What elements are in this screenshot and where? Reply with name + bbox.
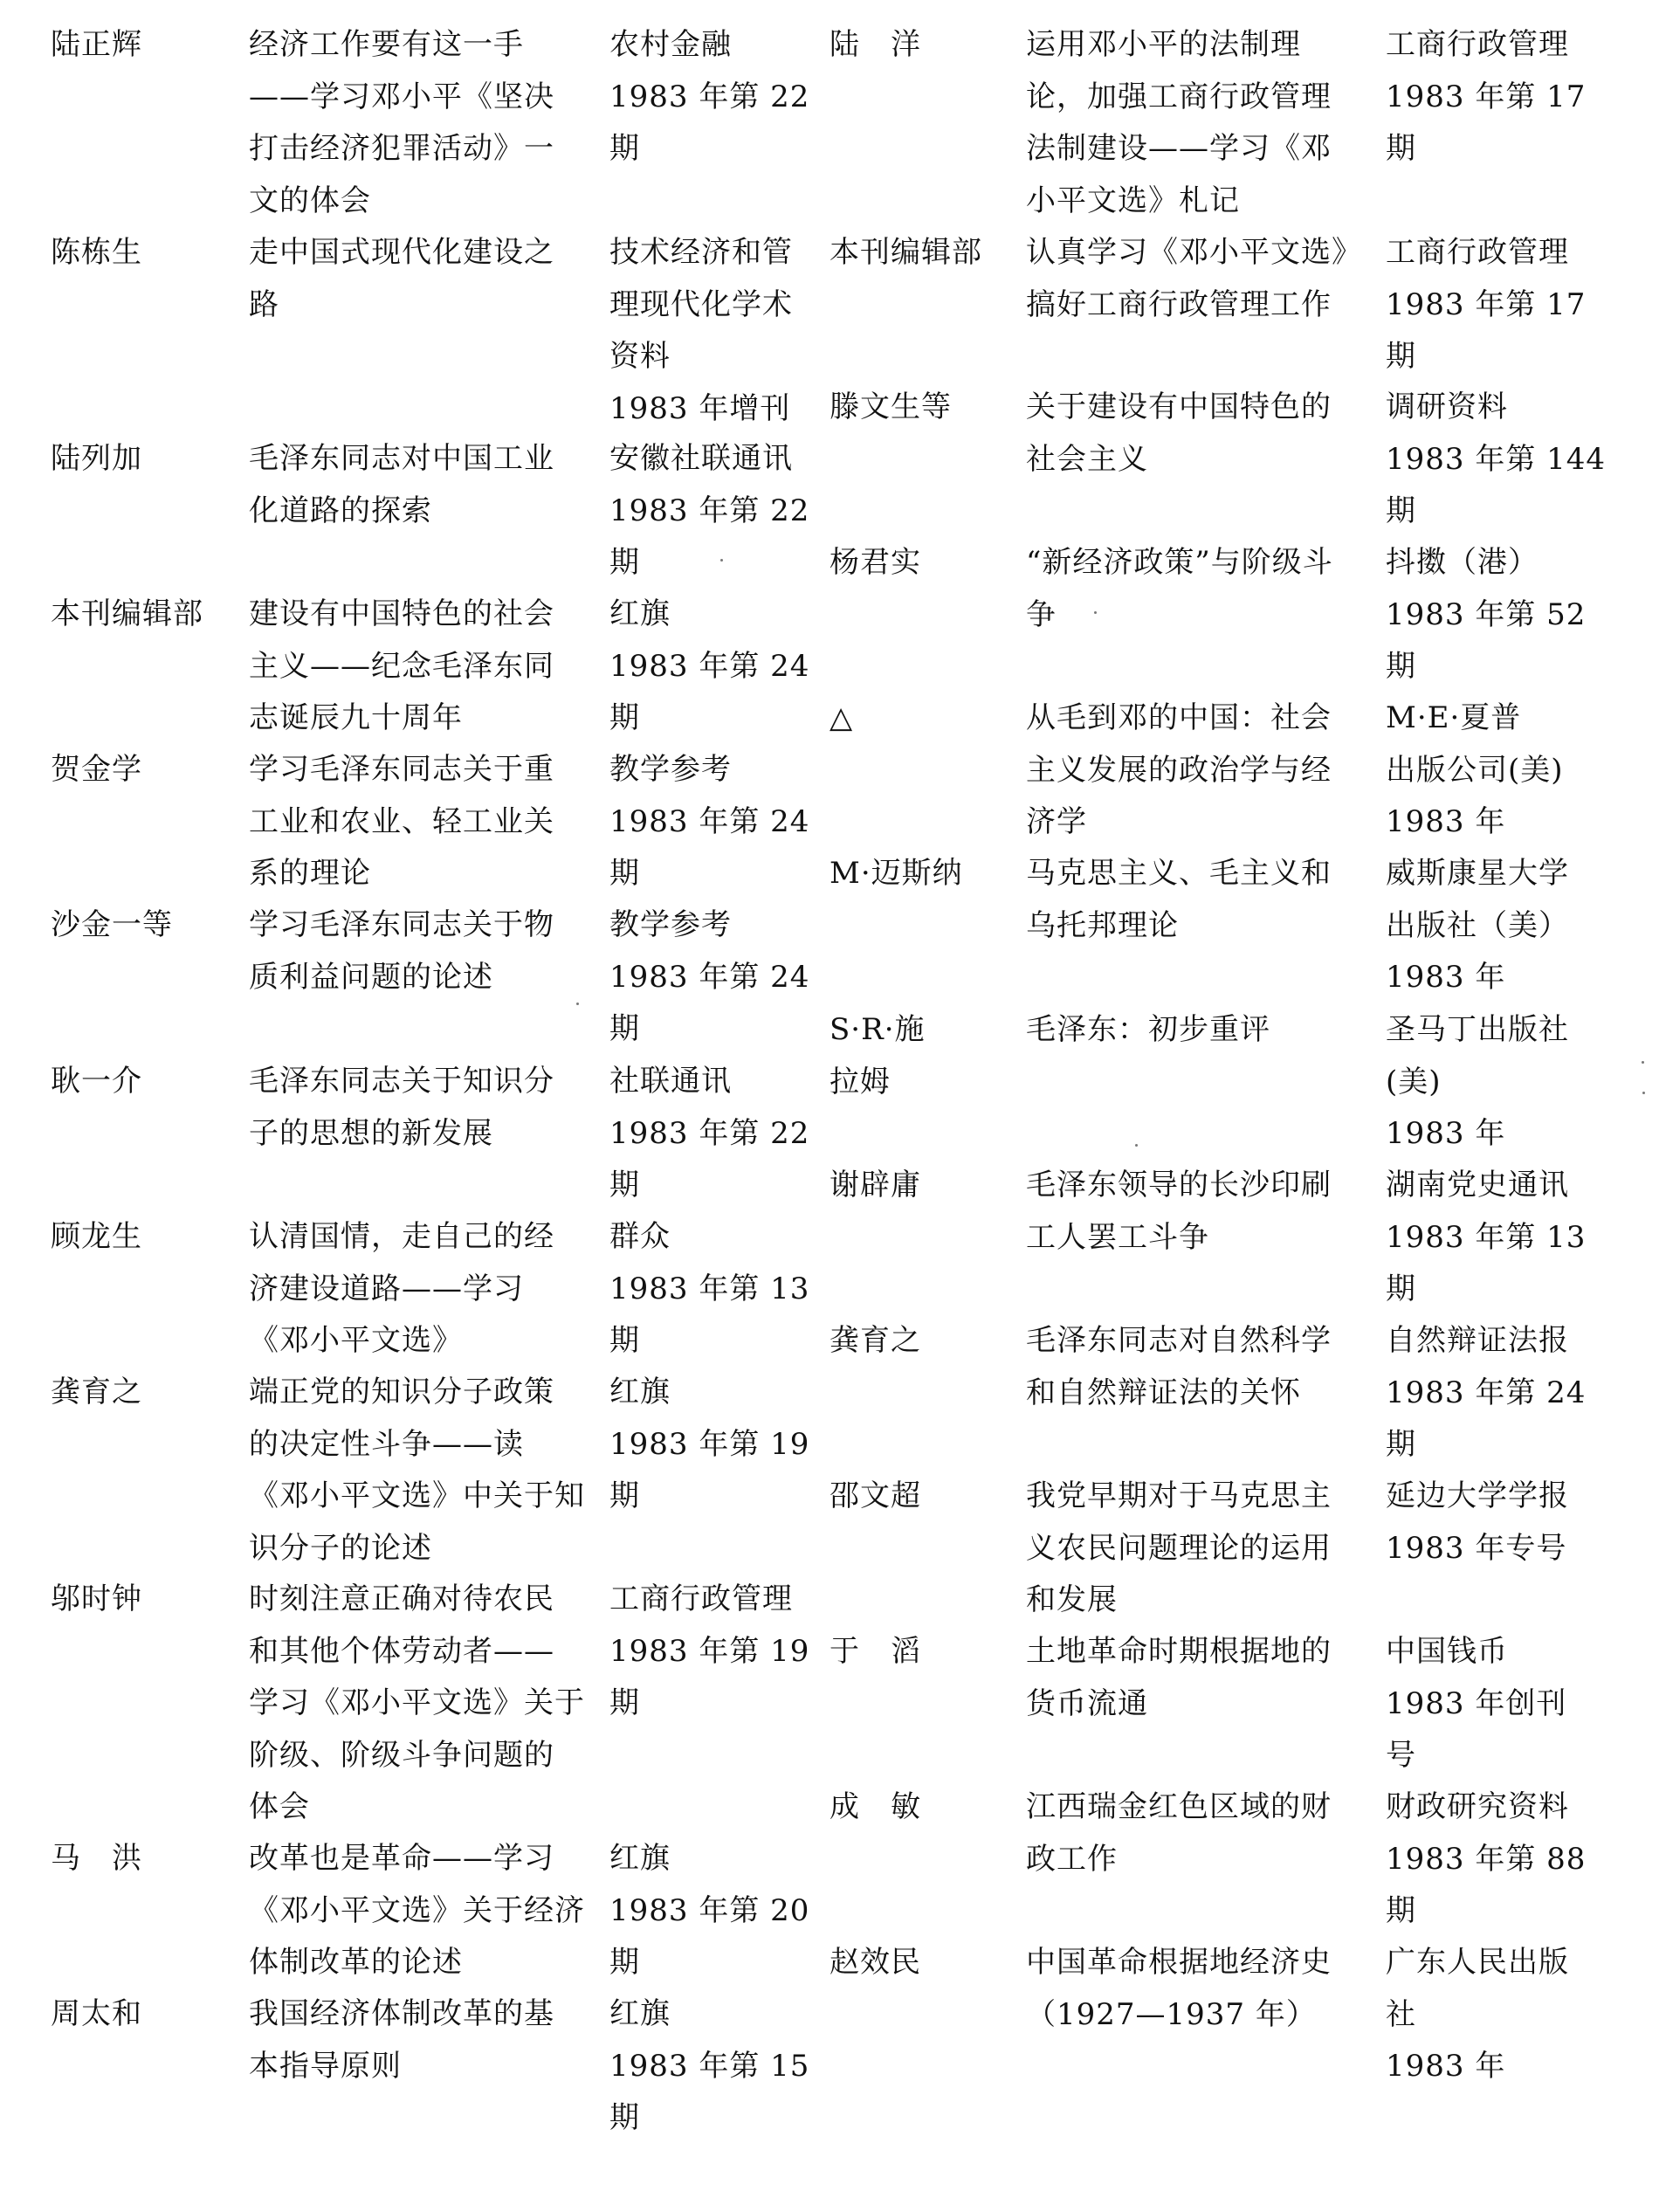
- entry-author: 谢辟庸: [830, 1168, 921, 1202]
- entry-author: S·R·施 拉姆: [830, 1012, 926, 1099]
- scan-speck: [576, 1003, 579, 1005]
- entry-author: 滕文生等: [830, 389, 952, 424]
- entry-author: 杨君实: [830, 545, 921, 580]
- entry-source: 湖南党史通讯 1983 年第 13 期: [1386, 1168, 1587, 1306]
- entry-source: 延边大学学报 1983 年专号: [1386, 1478, 1569, 1566]
- entry-author: 耿一介: [51, 1064, 142, 1099]
- entry-title: 认真学习《邓小平文选》 搞好工商行政管理工作: [1026, 235, 1362, 322]
- entry-author: 于 滔: [830, 1634, 921, 1669]
- entry-title: 经济工作要有这一手 ——学习邓小平《坚决 打击经济犯罪活动》一 文的体会: [249, 27, 554, 218]
- entry-source: 红旗 1983 年第 15 期: [609, 1996, 810, 2135]
- entry-title: 学习毛泽东同志关于物 质利益问题的论述: [249, 907, 554, 995]
- scan-speck: [1642, 1092, 1645, 1094]
- entry-source: 安徽社联通讯 1983 年第 22 期: [609, 441, 810, 580]
- entry-author: △: [830, 700, 854, 735]
- entry-source: 红旗 1983 年第 24 期: [609, 596, 810, 735]
- entry-title: 端正党的知识分子政策 的决定性斗争——读 《邓小平文选》中关于知 识分子的论述: [249, 1375, 585, 1566]
- entry-title: 走中国式现代化建设之 路: [249, 235, 554, 322]
- entry-author: 贺金学: [51, 752, 142, 787]
- entry-author: 陆 洋: [830, 27, 921, 62]
- entry-title: “新经济政策”与阶级斗 争: [1026, 545, 1333, 632]
- entry-source: 社联通讯 1983 年第 22 期: [609, 1064, 810, 1202]
- entry-author: 周太和: [51, 1996, 142, 2031]
- entry-source: 工商行政管理 1983 年第 19 期: [609, 1581, 810, 1720]
- entry-source: 圣马丁出版社 (美) 1983 年: [1386, 1012, 1569, 1151]
- scan-speck: [1642, 1061, 1644, 1064]
- entry-title: 运用邓小平的法制理 论，加强工商行政管理 法制建设——学习《邓 小平文选》札记: [1026, 27, 1332, 218]
- entry-title: 毛泽东同志关于知识分 子的思想的新发展: [249, 1064, 554, 1151]
- entry-source: 红旗 1983 年第 19 期: [609, 1375, 810, 1513]
- entry-source: 工商行政管理 1983 年第 17 期: [1386, 27, 1587, 166]
- entry-title: 建设有中国特色的社会 主义——纪念毛泽东同 志诞辰九十周年: [249, 596, 554, 735]
- entry-author: 龚育之: [51, 1375, 142, 1409]
- entry-author: 顾龙生: [51, 1219, 142, 1254]
- entry-title: 学习毛泽东同志关于重 工业和农业、轻工业关 系的理论: [249, 752, 554, 891]
- entry-title: 从毛到邓的中国：社会 主义发展的政治学与经 济学: [1026, 700, 1332, 839]
- entry-title: 关于建设有中国特色的 社会主义: [1026, 389, 1332, 477]
- scan-speck: [1135, 1144, 1138, 1147]
- entry-source: 农村金融 1983 年第 22 期: [609, 27, 810, 166]
- entry-title: 马克思主义、毛主义和 乌托邦理论: [1026, 856, 1332, 943]
- entry-title: 时刻注意正确对待农民 和其他个体劳动者—— 学习《邓小平文选》关于 阶级、阶级斗争问题的 体会: [249, 1581, 585, 1824]
- entry-source: 调研资料 1983 年第 144 期: [1386, 389, 1607, 528]
- right-column: [830, 0, 1659, 2212]
- entry-title: 土地革命时期根据地的 货币流通: [1026, 1634, 1332, 1721]
- entry-title: 江西瑞金红色区域的财 政工作: [1026, 1789, 1332, 1877]
- entry-title: 改革也是革命——学习 《邓小平文选》关于经济 体制改革的论述: [249, 1841, 585, 1980]
- entry-author: 成 敏: [830, 1789, 921, 1824]
- entry-source: M·E·夏普 出版公司(美) 1983 年: [1386, 700, 1564, 839]
- entry-source: 红旗 1983 年第 20 期: [609, 1841, 810, 1980]
- entry-author: 本刊编辑部: [51, 596, 203, 631]
- entry-title: 我国经济体制改革的基 本指导原则: [249, 1996, 554, 2084]
- entry-title: 毛泽东：初步重评: [1026, 1012, 1270, 1047]
- entry-source: 教学参考 1983 年第 24 期: [609, 907, 810, 1046]
- scan-speck: [1094, 611, 1097, 614]
- entry-source: 威斯康星大学 出版社（美） 1983 年: [1386, 856, 1569, 995]
- entry-author: 赵效民: [830, 1945, 921, 1980]
- entry-title: 毛泽东领导的长沙印刷 工人罢工斗争: [1026, 1168, 1332, 1255]
- entry-source: 抖擞（港） 1983 年第 52 期: [1386, 545, 1587, 684]
- entry-author: 本刊编辑部: [830, 235, 982, 270]
- entry-source: 教学参考 1983 年第 24 期: [609, 752, 810, 891]
- entry-author: 陆正辉: [51, 27, 142, 62]
- entry-source: 广东人民出版 社 1983 年: [1386, 1945, 1569, 2084]
- entry-author: 邬时钟: [51, 1581, 142, 1616]
- entry-author: 马 洪: [51, 1841, 142, 1876]
- entry-author: 陆列加: [51, 441, 142, 476]
- entry-author: 龚育之: [830, 1323, 921, 1358]
- entry-source: 自然辩证法报 1983 年第 24 期: [1386, 1323, 1587, 1462]
- entry-title: 我党早期对于马克思主 义农民问题理论的运用 和发展: [1026, 1478, 1332, 1617]
- entry-author: 邵文超: [830, 1478, 921, 1513]
- entry-author: 沙金一等: [51, 907, 173, 942]
- entry-title: 毛泽东同志对自然科学 和自然辩证法的关怀: [1026, 1323, 1332, 1410]
- entry-author: M·迈斯纳: [830, 856, 963, 891]
- entry-source: 中国钱币 1983 年创刊 号: [1386, 1634, 1567, 1773]
- entry-source: 工商行政管理 1983 年第 17 期: [1386, 235, 1587, 374]
- scan-speck: [720, 559, 723, 562]
- entry-title: 中国革命根据地经济史 （1927—1937 年）: [1026, 1945, 1332, 2032]
- entry-author: 陈栋生: [51, 235, 142, 270]
- entry-title: 认清国情，走自己的经 济建设道路——学习 《邓小平文选》: [249, 1219, 554, 1358]
- entry-source: 技术经济和管 理现代化学术 资料 1983 年增刊: [609, 235, 793, 426]
- entry-source: 群众 1983 年第 13 期: [609, 1219, 810, 1358]
- entry-title: 毛泽东同志对中国工业 化道路的探索: [249, 441, 554, 528]
- left-column: [0, 0, 821, 2212]
- entry-source: 财政研究资料 1983 年第 88 期: [1386, 1789, 1587, 1928]
